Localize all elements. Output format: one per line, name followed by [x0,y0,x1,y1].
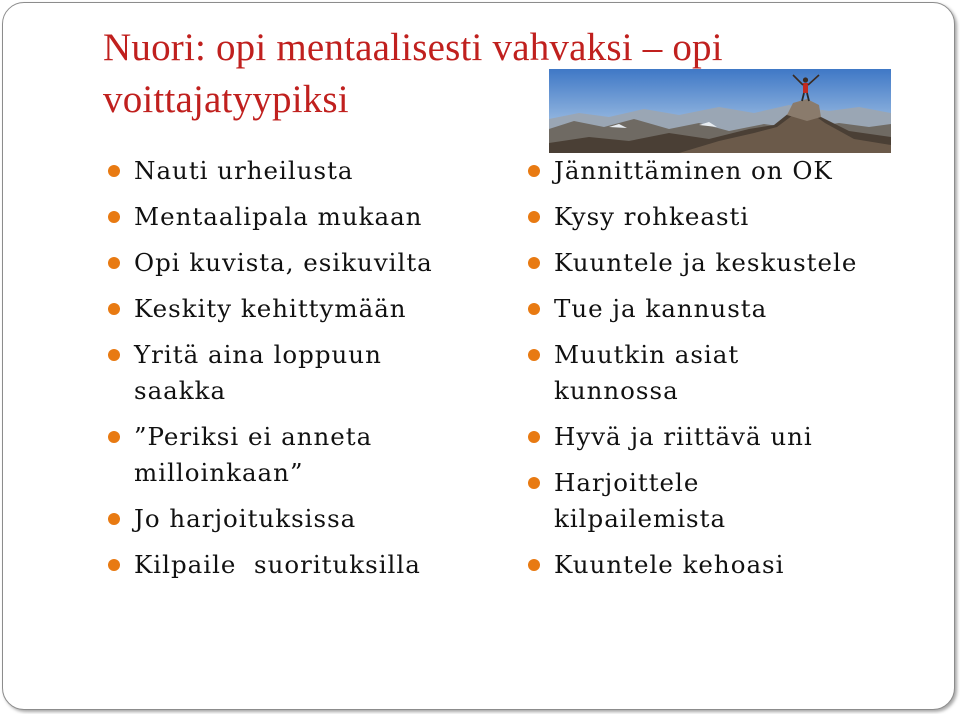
list-item [108,501,508,537]
bullet-icon [528,303,540,315]
list-item-text: Jännittäminen on OK [554,156,833,185]
bullet-icon [108,257,120,269]
list-item-text: Nauti urheilusta [134,156,354,185]
list-item [528,245,948,281]
bullet-icon [108,165,120,177]
bullet-icon [528,431,540,443]
bullet-icon [108,513,120,525]
list-item [528,291,948,327]
list-item [528,547,948,583]
list-item [108,337,434,409]
bullet-icon [108,559,120,571]
slide-title: Nuori: opi mentaalisesti vahvaksi – opi voittajatyypiksi [103,26,723,121]
bullet-icon [108,303,120,315]
list-item-text: Harjoittele kilpailemista [554,468,727,533]
bullet-icon [528,349,540,361]
bullet-icon [528,257,540,269]
list-item-text: Hyvä ja riittävä uni [554,422,813,451]
list-item-text: ”Periksi ei anneta milloinkaan” [134,422,373,487]
bullet-icon [528,211,540,223]
right-bullet-list [528,153,948,593]
list-item [108,153,508,189]
list-item [528,465,814,537]
list-item [528,419,948,455]
list-item-text: Kysy rohkeasti [554,202,750,231]
list-item-text: Jo harjoituksissa [134,504,357,533]
list-item [108,245,508,281]
list-item [528,199,948,235]
list-item-text: Opi kuvista, esikuvilta [134,248,433,277]
list-item [108,199,508,235]
list-item [108,291,508,327]
list-item-text: Mentaalipala mukaan [134,202,423,231]
mountain-summit-photo [549,69,891,153]
list-item-text: Muutkin asiat kunnossa [554,340,740,405]
list-item-text: Tue ja kannusta [554,294,768,323]
bullet-icon [528,165,540,177]
list-item-text: Kilpaile suorituksilla [134,550,421,579]
bullet-icon [108,211,120,223]
list-item [108,419,434,491]
list-item [528,337,814,409]
bullet-icon [108,431,120,443]
list-item-text: Yritä aina loppuun saakka [134,340,382,405]
left-bullet-list [108,153,508,593]
list-item-text: Kuuntele kehoasi [554,550,785,579]
list-item-text: Keskity kehittymään [134,294,407,323]
bullet-icon [528,477,540,489]
list-item [108,547,508,583]
list-item [528,153,948,189]
list-item-text: Kuuntele ja keskustele [554,248,858,277]
bullet-icon [108,349,120,361]
mountain-summit-image [549,69,891,153]
bullet-icon [528,559,540,571]
